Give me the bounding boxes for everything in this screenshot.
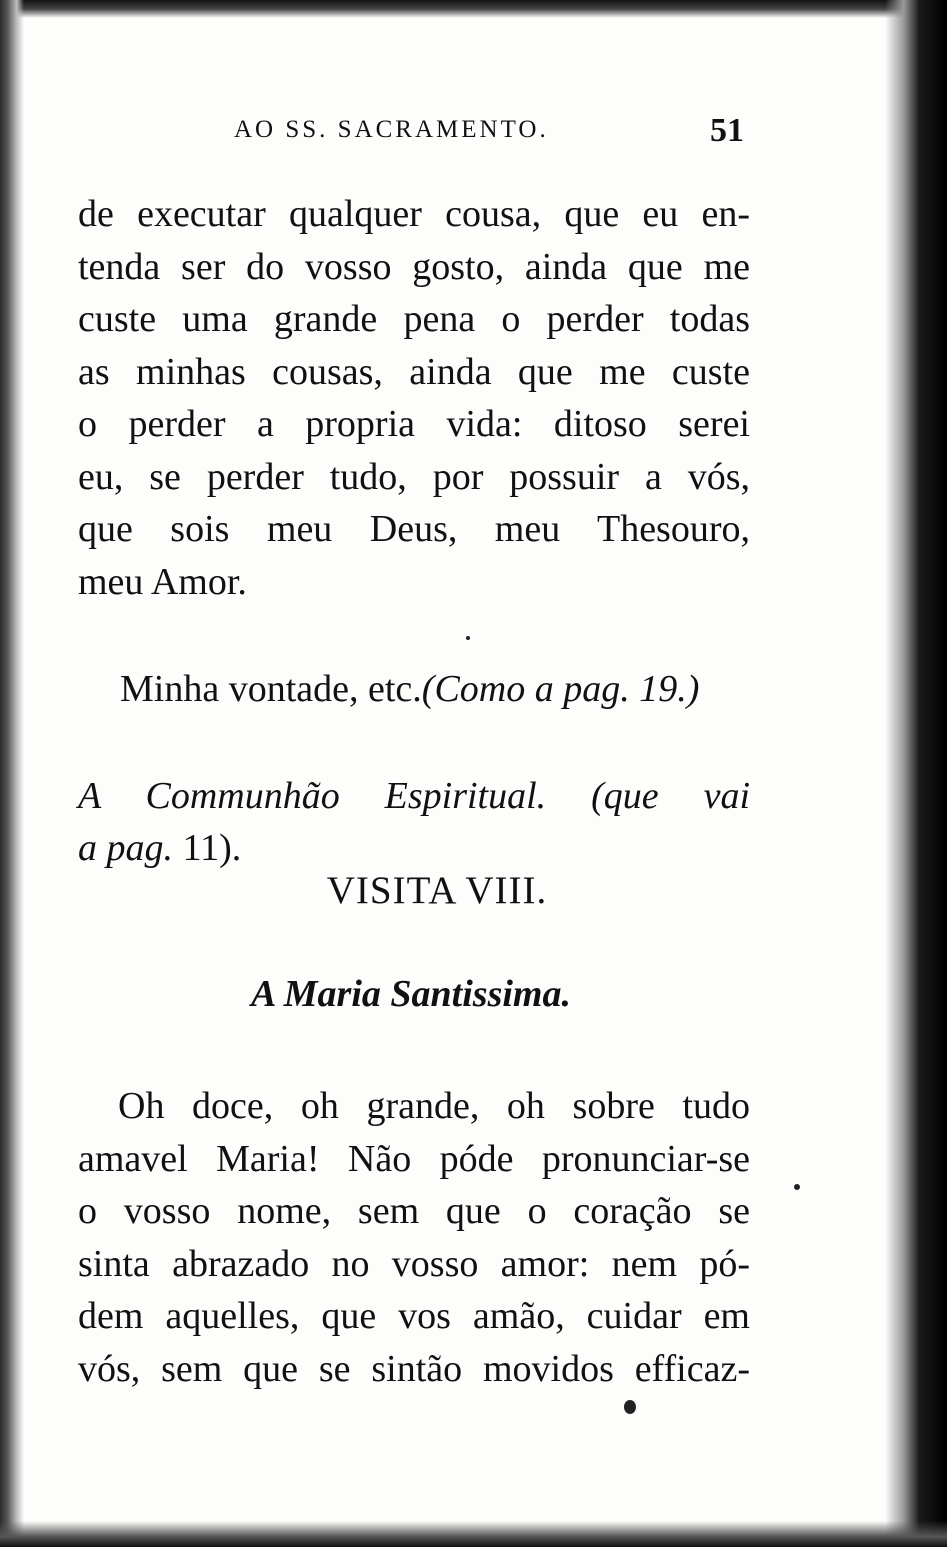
- ink-speck: [794, 1184, 800, 1190]
- scan-edge-left: [0, 0, 24, 1547]
- page-number: 51: [710, 112, 744, 149]
- text-line: de executar qualquer cousa, que eu en-: [78, 193, 750, 235]
- text-line: custe uma grande pena o perder todas: [78, 298, 750, 340]
- ink-speck: [624, 1400, 636, 1414]
- communion-page-number: 11).: [173, 827, 242, 869]
- refrain-reference: (Como a pag. 19.): [421, 668, 700, 710]
- text-line: que sois meu Deus, meu Thesouro,: [78, 508, 750, 550]
- running-title: AO SS. SACRAMENTO.: [234, 116, 549, 143]
- scan-edge-bottom: [0, 1521, 947, 1547]
- text-line: meu Amor.: [78, 560, 247, 603]
- communion-line-2: [78, 827, 241, 869]
- text-line: dem aquelles, que vos amão, cuidar em: [78, 1295, 750, 1337]
- text-line: eu, se perder tudo, por possuir a vós,: [78, 455, 750, 498]
- text-line: as minhas cousas, ainda que me custe: [78, 350, 750, 393]
- text-line: amavel Maria! Não póde pronunciar-se: [78, 1137, 750, 1180]
- running-head: [234, 112, 744, 152]
- communion-line-1: A Communhão Espiritual. (que vai: [78, 775, 750, 817]
- scan-edge-top: [0, 0, 947, 18]
- refrain-line: [120, 664, 760, 714]
- visit-heading: VISITA VIII.: [326, 869, 548, 912]
- refrain-text: Minha vontade, etc.: [120, 668, 422, 710]
- scan-edge-right: [885, 0, 947, 1547]
- text-line: Oh doce, oh grande, oh sobre tudo: [118, 1085, 750, 1127]
- paragraph-continued: [78, 188, 750, 608]
- text-line: vós, sem que se sintão movidos efficaz-: [78, 1347, 750, 1390]
- text-line: sinta abrazado no vosso amor: nem pó-: [78, 1242, 750, 1285]
- section-subheading: A Maria Santissima.: [251, 973, 571, 1015]
- text-line: o vosso nome, sem que o coração se: [78, 1190, 750, 1232]
- ink-speck: [466, 636, 470, 640]
- paragraph-visit: [78, 1080, 750, 1395]
- communion-note: [78, 770, 750, 874]
- text-line: tenda ser do vosso gosto, ainda que me: [78, 245, 750, 288]
- communion-page-ref: a pag.: [78, 827, 173, 869]
- text-line: o perder a propria vida: ditoso serei: [78, 403, 750, 445]
